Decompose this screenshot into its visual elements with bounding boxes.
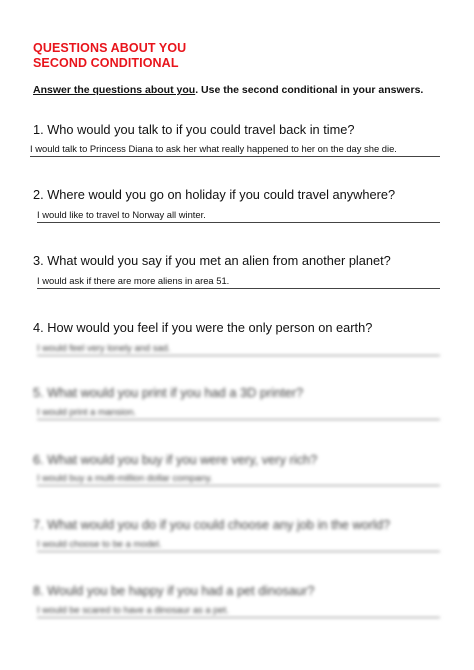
worksheet-title: QUESTIONS ABOUT YOU — [33, 41, 187, 55]
question-6: 6. What would you buy if you were very, very rich? — [33, 452, 318, 467]
answer-8: I would be scared to have a dinosaur as a pet. — [37, 604, 440, 618]
answer-7: I would choose to be a model. — [37, 538, 440, 552]
question-2: 2. Where would you go on holiday if you could travel anywhere? — [33, 187, 396, 202]
question-3: 3. What would you say if you met an alien from another planet? — [33, 253, 391, 268]
answer-3: I would ask if there are more aliens in area 51. — [37, 275, 440, 289]
instructions — [33, 84, 433, 97]
answer-6: I would buy a multi-million dollar company. — [37, 472, 440, 486]
question-4: 4. How would you feel if you were the only person on earth? — [33, 320, 373, 335]
question-8: 8. Would you be happy if you had a pet dinosaur? — [33, 583, 315, 598]
instructions-underlined: Answer the questions about you — [33, 84, 196, 96]
answer-2: I would like to travel to Norway all winter. — [37, 209, 440, 223]
worksheet-subtitle: SECOND CONDITIONAL — [33, 56, 179, 70]
question-1: 1. Who would you talk to if you could travel back in time? — [33, 122, 355, 137]
instructions-rest: . Use the second conditional in your answers. — [195, 84, 424, 96]
answer-5: I would print a mansion. — [37, 406, 440, 420]
question-7: 7. What would you do if you could choose any job in the world? — [33, 517, 391, 532]
question-5: 5. What would you print if you had a 3D printer? — [33, 385, 304, 400]
answer-4: I would feel very lonely and sad. — [37, 342, 440, 356]
answer-1: I would talk to Princess Diana to ask her what really happened to her on the day she die. — [30, 143, 440, 157]
